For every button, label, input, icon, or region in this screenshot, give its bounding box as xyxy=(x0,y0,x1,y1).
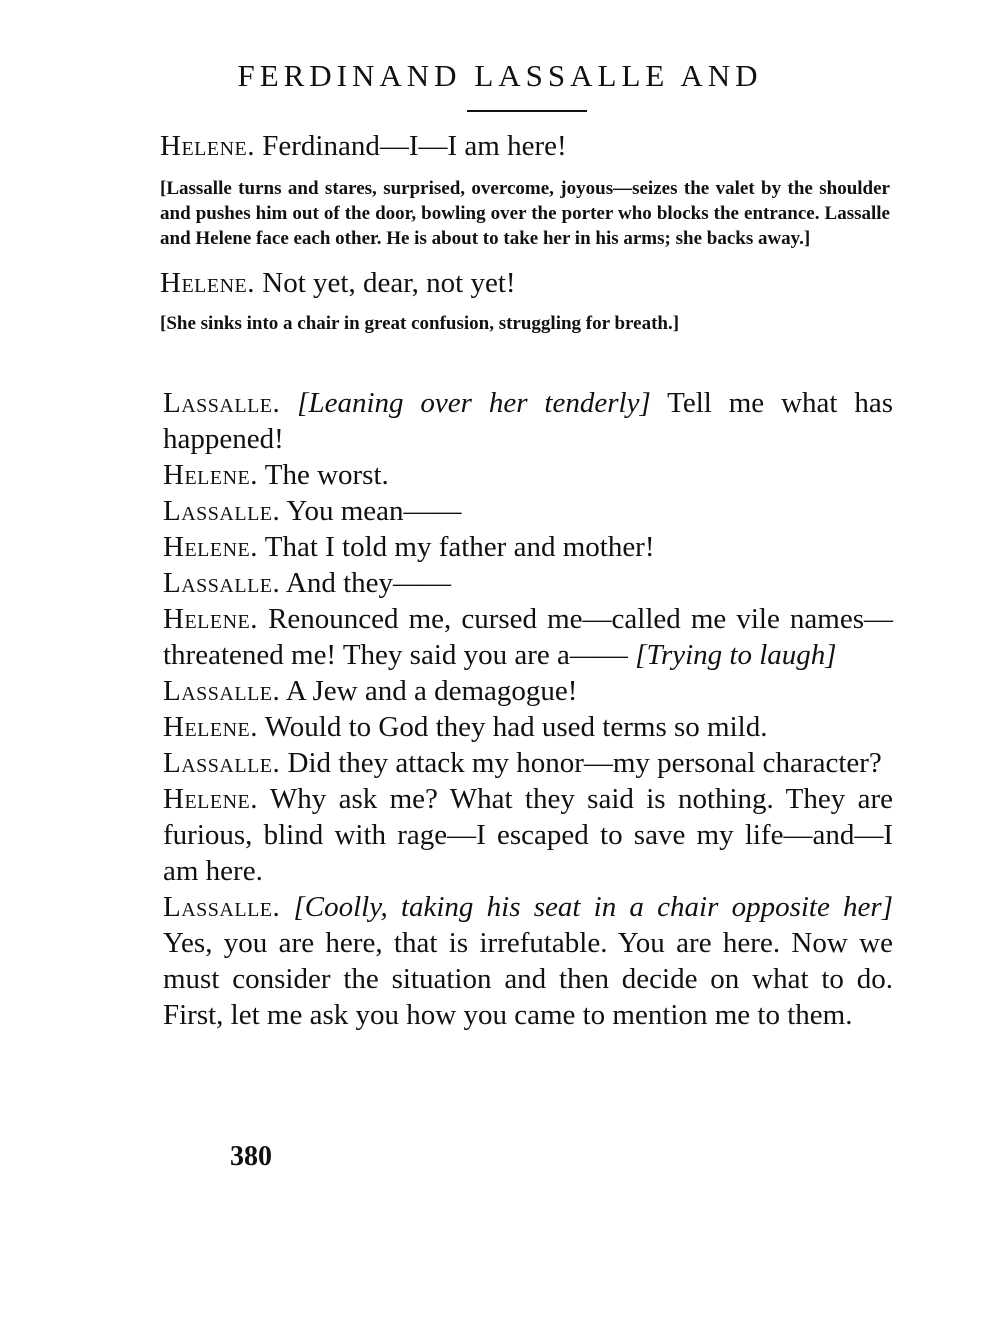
speaker-name: Lassalle. xyxy=(163,387,281,419)
speech-text: Did they attack my honor—my personal character? xyxy=(280,747,882,779)
speaker-name: Helene. xyxy=(163,531,259,563)
speech-text: A Jew and a demagogue! xyxy=(280,675,578,707)
speech-line xyxy=(163,385,893,457)
speaker-name: Helene. xyxy=(163,459,259,491)
speaker-name: Lassalle. xyxy=(163,747,281,779)
page-number: 380 xyxy=(230,1141,272,1172)
speaker-name: Helene. xyxy=(163,783,259,815)
speech-line xyxy=(163,889,893,1033)
stage-direction: [She sinks into a chair in great confusion, struggling for breath.] xyxy=(160,313,680,334)
inline-stage-direction: [Trying to laugh] xyxy=(635,639,837,671)
speaker-name: Lassalle. xyxy=(163,495,281,527)
speech-line xyxy=(163,457,893,493)
opening-section xyxy=(160,128,890,336)
speech-text: Not yet, dear, not yet! xyxy=(255,267,516,299)
speech-text: Would to God they had used terms so mild. xyxy=(258,711,768,743)
inline-stage-direction: [Coolly, taking his seat in a chair opposite her] xyxy=(293,891,893,923)
speech-text: Tell me what has happened! xyxy=(163,387,894,455)
speaker-name: Helene. xyxy=(160,267,256,299)
speaker-name: Lassalle. xyxy=(163,891,281,923)
speech-text: Why ask me? What they said is nothing. They are furious, blind with rage—I escaped to save my life—and—I am here. xyxy=(163,783,893,887)
dialogue-section xyxy=(163,385,893,1033)
speech-line xyxy=(160,128,890,164)
speech-line xyxy=(163,529,893,565)
speaker-name: Helene. xyxy=(160,130,256,162)
speaker-name: Helene. xyxy=(163,711,259,743)
speech-line xyxy=(160,265,890,301)
speech-line xyxy=(163,565,893,601)
running-title: FERDINAND LASSALLE AND xyxy=(237,58,763,93)
speech-line xyxy=(163,601,893,673)
speaker-name: Lassalle. xyxy=(163,675,281,707)
speech-text: Yes, you are here, that is irrefutable. You are here. Now we must consider the situation and then decide on what to do. First, let me ask you how you came to mention me to them. xyxy=(163,927,893,1031)
header-rule xyxy=(467,110,587,112)
speech-text: Ferdinand—I—I am here! xyxy=(255,130,567,162)
speech-text: Renounced me, cursed me—called me vile names—threatened me! They said you are a—— xyxy=(163,603,893,671)
speech-line xyxy=(163,709,893,745)
speech-line xyxy=(163,493,893,529)
speech-text: The worst. xyxy=(258,459,389,491)
speech-line xyxy=(163,781,893,889)
speaker-name: Lassalle. xyxy=(163,567,281,599)
inline-stage-direction: [Leaning over her tenderly] xyxy=(297,387,651,419)
stage-direction: [Lassalle turns and stares, surprised, overcome, joyous—seizes the valet by the shoulder and pushes him out of the door, bowling over the porter who blocks the entrance. Lassalle and Helene face each other. He is about to take her in his arms; she backs away.] xyxy=(160,178,890,249)
speech-line xyxy=(163,745,893,781)
speech-text: You mean—— xyxy=(280,495,462,527)
speech-text: And they—— xyxy=(280,567,452,599)
speaker-name: Helene. xyxy=(163,603,259,635)
speech-line xyxy=(163,673,893,709)
speech-text: That I told my father and mother! xyxy=(258,531,655,563)
